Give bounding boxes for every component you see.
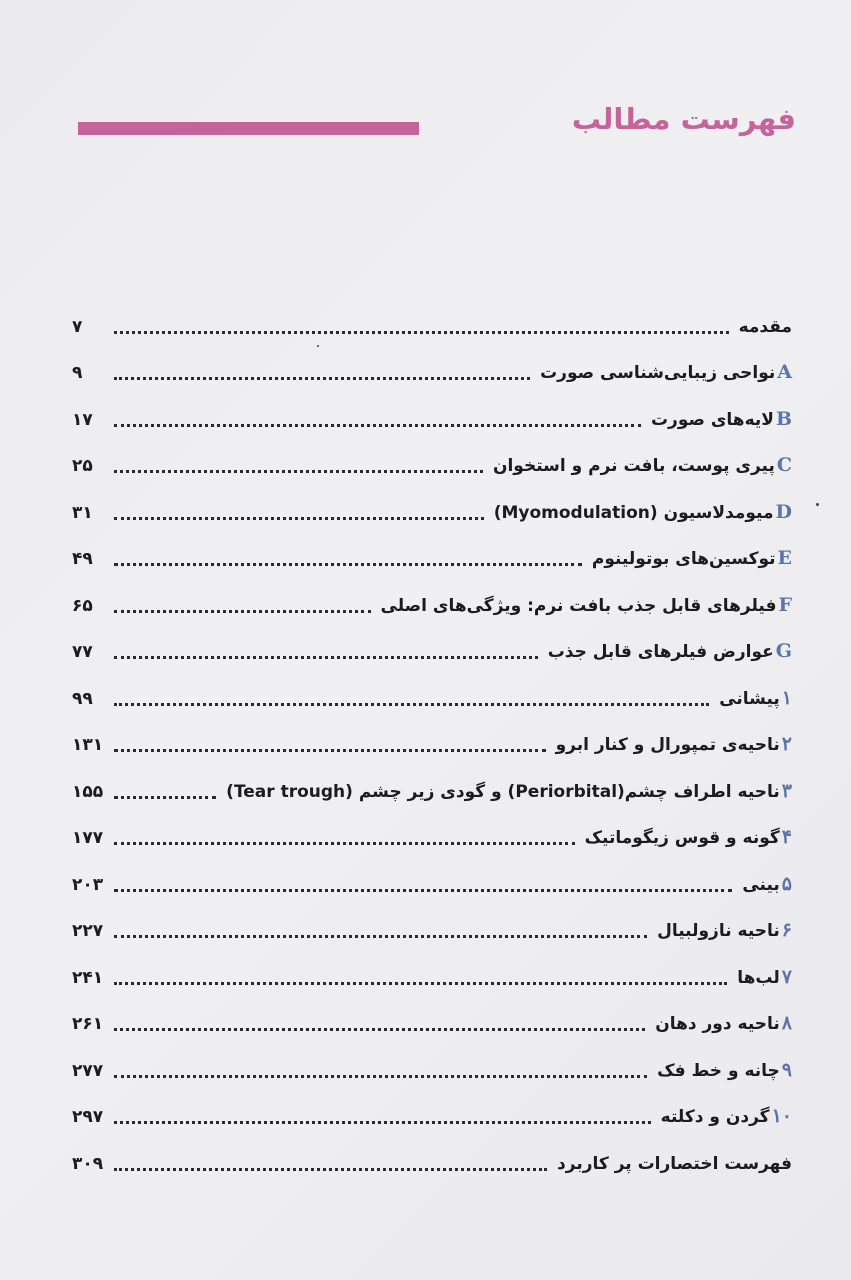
toc-entry-marker: D bbox=[775, 500, 792, 523]
dot-leader bbox=[114, 796, 216, 799]
toc-entry-title bbox=[377, 591, 792, 620]
toc-entry-text: گردن و دکلته bbox=[660, 1107, 770, 1127]
toc-entry bbox=[72, 1131, 792, 1178]
toc-entry bbox=[72, 341, 792, 388]
toc-entry-page: ۹ bbox=[72, 363, 83, 383]
dot-leader bbox=[114, 517, 484, 520]
dot-leader bbox=[114, 563, 582, 566]
toc-entry-text: پیری پوست، بافت نرم و استخوان bbox=[492, 456, 775, 476]
dot-leader bbox=[114, 1121, 651, 1124]
toc-entry-title bbox=[651, 1009, 792, 1038]
toc-entry-marker: ۴ bbox=[781, 826, 792, 848]
toc-entry-title bbox=[647, 405, 792, 434]
paper-speck bbox=[317, 345, 319, 347]
toc-entry-title bbox=[653, 916, 792, 945]
dot-leader bbox=[114, 377, 530, 380]
toc-entry-text: عوارض فیلرهای قابل جذب bbox=[547, 642, 774, 662]
toc-entry bbox=[72, 852, 792, 899]
toc-entry bbox=[72, 945, 792, 992]
toc-entry-text: ناحیه دور دهان bbox=[655, 1014, 780, 1034]
toc-entry-title bbox=[489, 451, 792, 480]
toc-entry-text: پیشانی bbox=[719, 688, 780, 709]
toc-entry-marker: E bbox=[777, 547, 792, 569]
toc-entry bbox=[72, 992, 792, 1039]
toc-entry-text: گونه و قوس زیگوماتیک bbox=[584, 828, 780, 848]
dot-leader bbox=[114, 982, 727, 985]
toc-entry bbox=[72, 806, 792, 853]
toc-entry bbox=[72, 899, 792, 946]
toc-entry-page: ۱۷۷ bbox=[72, 828, 104, 848]
toc-entry bbox=[72, 527, 792, 574]
toc-entry-title bbox=[552, 730, 792, 759]
toc-entry-text: ناحیه‌ی تمپورال و کنار ابرو bbox=[555, 735, 780, 755]
toc-entry-page: ۳۱ bbox=[72, 502, 93, 523]
page-title: فهرست مطالب bbox=[571, 102, 796, 136]
toc-entry-page: ۶۵ bbox=[72, 595, 93, 616]
toc-entry-page: ۲۴۱ bbox=[72, 967, 104, 988]
toc-entry bbox=[72, 759, 792, 806]
dot-leader bbox=[114, 749, 546, 752]
toc-entry-marker: B bbox=[775, 407, 792, 430]
toc-entry-page: ۴۹ bbox=[72, 549, 93, 569]
dot-leader bbox=[114, 1028, 645, 1031]
toc-entry-text: فهرست اختصارات پر کاربرد bbox=[557, 1153, 792, 1174]
dot-leader bbox=[114, 842, 575, 845]
toc-entry-title bbox=[222, 777, 792, 806]
toc-entry-page: ۱۷ bbox=[72, 409, 93, 430]
toc-entry-title bbox=[715, 684, 792, 713]
toc-entry bbox=[72, 1038, 792, 1085]
title-accent-bar bbox=[78, 122, 419, 135]
toc-entry-page: ۲۲۷ bbox=[72, 921, 104, 941]
toc-entry-text: بینی bbox=[742, 874, 780, 895]
table-of-contents bbox=[72, 294, 792, 1178]
toc-entry-title bbox=[657, 1102, 792, 1131]
toc-entry-page: ۷۷ bbox=[72, 642, 93, 662]
toc-entry-page: ۱۳۱ bbox=[72, 735, 104, 755]
toc-entry-page: ۳۰۹ bbox=[72, 1153, 104, 1174]
toc-entry-text: فیلرهای قابل جذب بافت نرم: ویژگی‌های اصلی bbox=[380, 595, 777, 616]
toc-entry-marker: A bbox=[777, 361, 792, 383]
dot-leader bbox=[114, 424, 641, 427]
toc-entry-page: ۱۵۵ bbox=[72, 781, 104, 802]
toc-entry bbox=[72, 1085, 792, 1132]
toc-entry-title bbox=[490, 498, 792, 527]
toc-entry bbox=[72, 666, 792, 713]
toc-entry-title bbox=[653, 1056, 792, 1085]
toc-entry-text: میومدلاسیون (Myomodulation) bbox=[493, 502, 774, 523]
toc-entry-text: لایه‌های صورت bbox=[650, 409, 774, 430]
toc-entry bbox=[72, 620, 792, 667]
toc-entry-page: ۲۰۳ bbox=[72, 874, 104, 895]
toc-entry-title bbox=[735, 313, 792, 341]
toc-entry-page: ۲۷۷ bbox=[72, 1060, 104, 1081]
toc-entry-page: ۹۹ bbox=[72, 688, 93, 709]
dot-leader bbox=[114, 703, 709, 706]
toc-entry bbox=[72, 434, 792, 481]
toc-entry-text: نواحی زیبایی‌شناسی صورت bbox=[540, 363, 776, 383]
dot-leader bbox=[114, 470, 483, 473]
toc-entry-title bbox=[544, 637, 792, 666]
toc-entry-marker: F bbox=[778, 593, 792, 616]
dot-leader bbox=[114, 935, 647, 938]
toc-entry-title bbox=[588, 544, 792, 573]
dot-leader bbox=[114, 1075, 647, 1078]
toc-entry bbox=[72, 387, 792, 434]
toc-entry-marker: ۳ bbox=[781, 779, 792, 802]
toc-entry-title bbox=[553, 1150, 792, 1178]
toc-entry-marker: ۸ bbox=[781, 1012, 792, 1034]
toc-entry-marker: ۶ bbox=[781, 919, 792, 941]
toc-entry-text: توکسین‌های بوتولینوم bbox=[591, 549, 776, 569]
toc-entry bbox=[72, 713, 792, 760]
toc-entry-page: ۲۶۱ bbox=[72, 1014, 104, 1034]
dot-leader bbox=[114, 331, 729, 334]
toc-entry-title bbox=[738, 870, 792, 899]
toc-entry bbox=[72, 573, 792, 620]
toc-entry-text: ناحیه نازولبیال bbox=[657, 921, 780, 941]
toc-entry bbox=[72, 294, 792, 341]
paper-speck bbox=[816, 503, 819, 506]
toc-entry-marker: ۲ bbox=[781, 733, 792, 755]
toc-entry-marker: ۹ bbox=[781, 1058, 792, 1081]
toc-entry-marker: ۱۰ bbox=[771, 1105, 792, 1127]
toc-entry-marker: ۵ bbox=[781, 872, 792, 895]
dot-leader bbox=[114, 610, 371, 613]
toc-entry-text: لب‌ها bbox=[737, 967, 780, 988]
toc-entry-title bbox=[536, 358, 792, 387]
toc-entry-text: مقدمه bbox=[738, 316, 792, 337]
dot-leader bbox=[114, 1168, 547, 1171]
toc-entry-title bbox=[733, 963, 792, 992]
toc-entry-marker: ۷ bbox=[781, 965, 792, 988]
toc-entry-page: ۲۵ bbox=[72, 456, 93, 476]
toc-entry-text: چانه و خط فک bbox=[657, 1060, 780, 1081]
toc-entry-title bbox=[581, 823, 792, 852]
toc-entry-marker: ۱ bbox=[781, 686, 792, 709]
toc-entry-marker: G bbox=[775, 640, 792, 662]
dot-leader bbox=[114, 656, 538, 659]
dot-leader bbox=[114, 889, 732, 892]
toc-entry-text: ناحیه اطراف چشم(Periorbital) و گودی زیر چشم (Tear trough) bbox=[226, 781, 780, 802]
toc-entry-page: ۷ bbox=[72, 316, 83, 337]
toc-entry bbox=[72, 480, 792, 527]
toc-entry-page: ۲۹۷ bbox=[72, 1107, 104, 1127]
toc-entry-marker: C bbox=[776, 454, 792, 476]
